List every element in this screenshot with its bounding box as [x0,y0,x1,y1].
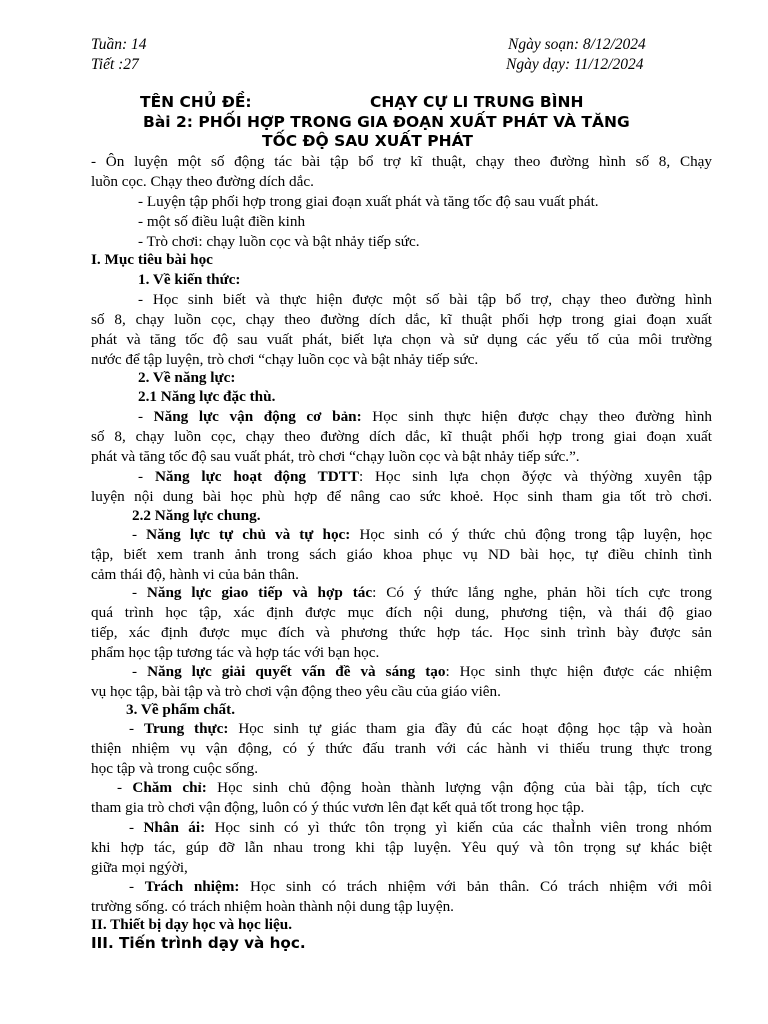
knowledge-line: phát và tăng tốc độ sau vuất phát, biết lựa chọn và sử dụng các yếu tố của môi trường [91,331,712,348]
capacity-problem-solving: - Năng lực giải quyết vấn đề và sáng tạo: Học sinh thực hiện được các nhiệm [132,663,713,680]
quality-kindness: - Nhân ái: Học sinh có yì thức tôn trọng yì kiến của các thaÌnh viên trong nhóm [129,819,712,836]
quality-honesty-line: học tập và trong cuộc sống. [91,760,259,777]
capacity-communication-line: quá trình học tập, xác định được mục đích nội dung, phương tiện, và thái độ giao [91,604,712,621]
quality-responsibility-line: trường sống. có trách nhiệm hoàn thành nội dung tập luyện. [91,898,454,915]
capacity-sport-line: luyện nội dung bài học phù hợp để nâng cao sức khoẻ. Học sinh tham gia tốt trò chơi. [91,488,712,505]
capacity-motor-line: số 8, chạy luồn cọc, chạy theo đường dích dắc, kĩ thuật phối hợp trong giai đoạn xuất [91,428,712,445]
capacity-self-study: - Năng lực tự chủ và tự học: Học sinh có ý thức chủ động trong tập luyện, học [132,526,713,543]
intro-line: - Trò chơi: chạy luồn cọc và bật nhảy tiếp sức. [138,233,420,250]
intro-line: - một số điều luật điền kinh [138,213,306,230]
quality-responsibility: - Trách nhiệm: Học sinh có trách nhiệm với bản thân. Có trách nhiệm với môi [129,878,712,895]
capacity-self-study-line: tập, biết xem tranh ảnh trong sách giáo khoa phục vụ ND bài học, tự điều chỉnh tình [91,546,712,563]
quality-diligence: - Chăm chỉ: Học sinh chủ động hoàn thành lượng vận động của bài tập, tích cực [117,779,712,796]
lesson-number: Tiết :27 [91,56,139,73]
subsection-heading: 2.1 Năng lực đặc thù. [138,388,276,405]
lesson-title-line1: Bài 2: PHỐI HỢP TRONG GIA ĐOẠN XUẤT PHÁT VÀ TĂNG [143,113,630,131]
subsection-heading: 2. Về năng lực: [138,369,236,386]
subsection-heading: 1. Về kiến thức: [138,271,241,288]
knowledge-line: - Học sinh biết và thực hiện được một số bài tập bổ trợ, chạy theo đường hình [138,291,712,308]
prep-date: Ngày soạn: 8/12/2024 [508,36,646,53]
intro-line: - Luyện tập phối hợp trong giai đoạn xuất phát và tăng tốc độ sau vuất phát. [138,193,599,210]
subsection-heading: 3. Về phẩm chất. [126,701,235,718]
capacity-motor-line: phát và tăng tốc độ sau vuất phát, trò chơi “chạy luồn cọc và bật nhảy tiếp sức.”. [91,448,580,465]
intro-line: luồn cọc. Chạy theo đường dích dắc. [91,173,314,190]
capacity-self-study-line: cảm thái độ, hành vi của bản thân. [91,566,299,583]
section-heading: II. Thiết bị dạy học và học liệu. [91,916,292,933]
quality-kindness-line: khi hợp tác, gúp đỡ lẫn nhau trong khi tập luyện. Yêu quý và tôn trọng sự khác biệt [91,839,712,856]
lesson-title-line2: TỐC ĐỘ SAU XUẤT PHÁT [262,132,473,150]
teach-date: Ngày dạy: 11/12/2024 [506,56,644,73]
intro-line: - Ôn luyện một số động tác bài tập bổ trợ kĩ thuật, chạy theo đường hình số 8, Chạy [91,153,712,170]
knowledge-line: số 8, chạy luồn cọc, chạy theo đường dích dắc, kĩ thuật phối hợp trong giai đoạn xuất [91,311,712,328]
quality-diligence-line: tham gia trò chơi vận động, luôn có ý thúc vươn lên đạt kết quả tốt trong học tập. [91,799,585,816]
capacity-communication-line: tiếp, xác định được mục đích và phương thức hợp tác. Học sinh trình bày được sản [91,624,712,641]
topic-label: TÊN CHỦ ĐỀ: [140,93,252,111]
topic-name: CHẠY CỰ LI TRUNG BÌNH [370,93,584,111]
section-heading: I. Mục tiêu bài học [91,251,213,268]
quality-kindness-line: giữa mọi ngýời, [91,859,188,876]
capacity-problem-solving-line: vụ học tập, bài tập và trò chơi vận động theo yêu cầu của giáo viên. [91,683,501,700]
quality-honesty: - Trung thực: Học sinh tự giác tham gia đầy đủ các hoạt động học tập và hoàn [129,720,713,737]
week-label: Tuần: 14 [91,36,147,53]
capacity-motor: - Năng lực vận động cơ bản: Học sinh thực hiện được chạy theo đường hình [138,408,712,425]
knowledge-line: nước để tập luyện, trò chơi “chạy luồn cọc và bật nhảy tiếp sức. [91,351,479,368]
capacity-sport: - Năng lực hoạt động TDTT: Học sinh lựa chọn ðýợc và thýờng xuyên tập [138,468,712,485]
quality-honesty-line: thiện nhiệm vụ vận động, có ý thức đấu tranh với các hành vi thiếu trung thực trong [91,740,712,757]
subsection-heading: 2.2 Năng lực chung. [132,507,261,524]
section-heading: III. Tiến trình dạy và học. [91,934,306,952]
capacity-communication-line: phẩm học tập tương tác và hợp tác với bạn học. [91,644,380,661]
capacity-communication: - Năng lực giao tiếp và hợp tác: Có ý thức lắng nghe, phản hồi tích cực trong [132,584,713,601]
